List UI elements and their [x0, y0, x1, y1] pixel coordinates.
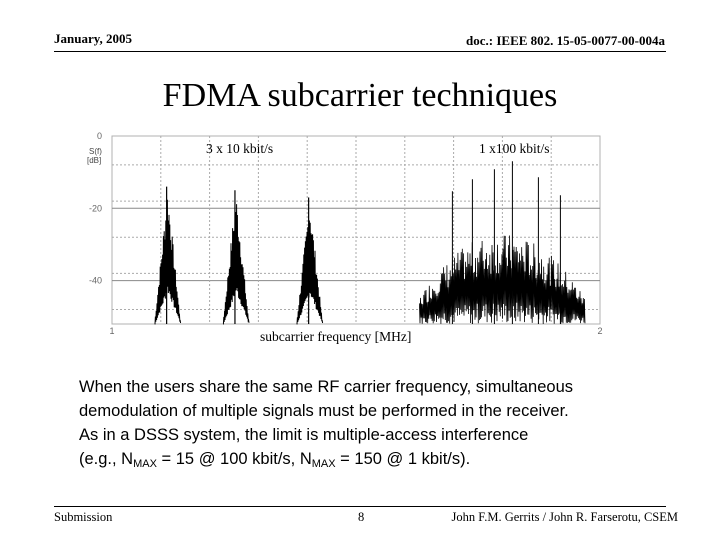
body-paragraph [79, 375, 679, 476]
spectrum-chart [82, 127, 612, 349]
footer-submission: Submission [54, 510, 113, 524]
y-tick-label: -20 [88, 203, 102, 214]
body-line-4-b: = 15 @ 100 kbit/s, N [156, 450, 312, 468]
header-rule [54, 51, 666, 52]
body-line-2: demodulation of multiple signals must be performed in the receiver. [79, 402, 569, 420]
header-date: January, 2005 [54, 31, 133, 46]
body-line-1: When the users share the same RF carrier frequency, simultaneous [79, 378, 573, 396]
annotation-wideband: 1 x100 kbit/s [479, 141, 550, 156]
x-tick-label: 1 [109, 326, 115, 336]
body-line-4-a: (e.g., N [79, 450, 134, 468]
y-tick-label: 0 [96, 131, 102, 141]
footer-authors: John F.M. Gerrits / John R. Farserotu, CSEM [451, 510, 678, 524]
x-tick-label: 2 [597, 326, 603, 336]
footer-page-number: 8 [358, 510, 365, 524]
spectrum-chart-svg [82, 127, 612, 349]
y-axis-unit-label: [dB] [87, 156, 102, 165]
nmax-subscript-2: MAX [311, 458, 336, 470]
nmax-subscript-1: MAX [133, 458, 157, 470]
header-doc-id: doc.: IEEE 802. 15-05-0077-00-004a [466, 33, 665, 48]
x-axis-label: subcarrier frequency [MHz] [260, 329, 412, 344]
body-line-4 [79, 447, 679, 476]
y-axis-label: S(f) [89, 147, 102, 156]
annotation-narrowband: 3 x 10 kbit/s [206, 141, 274, 156]
slide-title: FDMA subcarrier techniques [162, 77, 558, 114]
body-line-4-c: = 150 @ 1 kbit/s). [335, 450, 471, 468]
y-tick-label: -40 [88, 275, 102, 286]
body-line-3: As in a DSSS system, the limit is multiple-access interference [79, 426, 529, 444]
footer-rule [54, 506, 666, 507]
